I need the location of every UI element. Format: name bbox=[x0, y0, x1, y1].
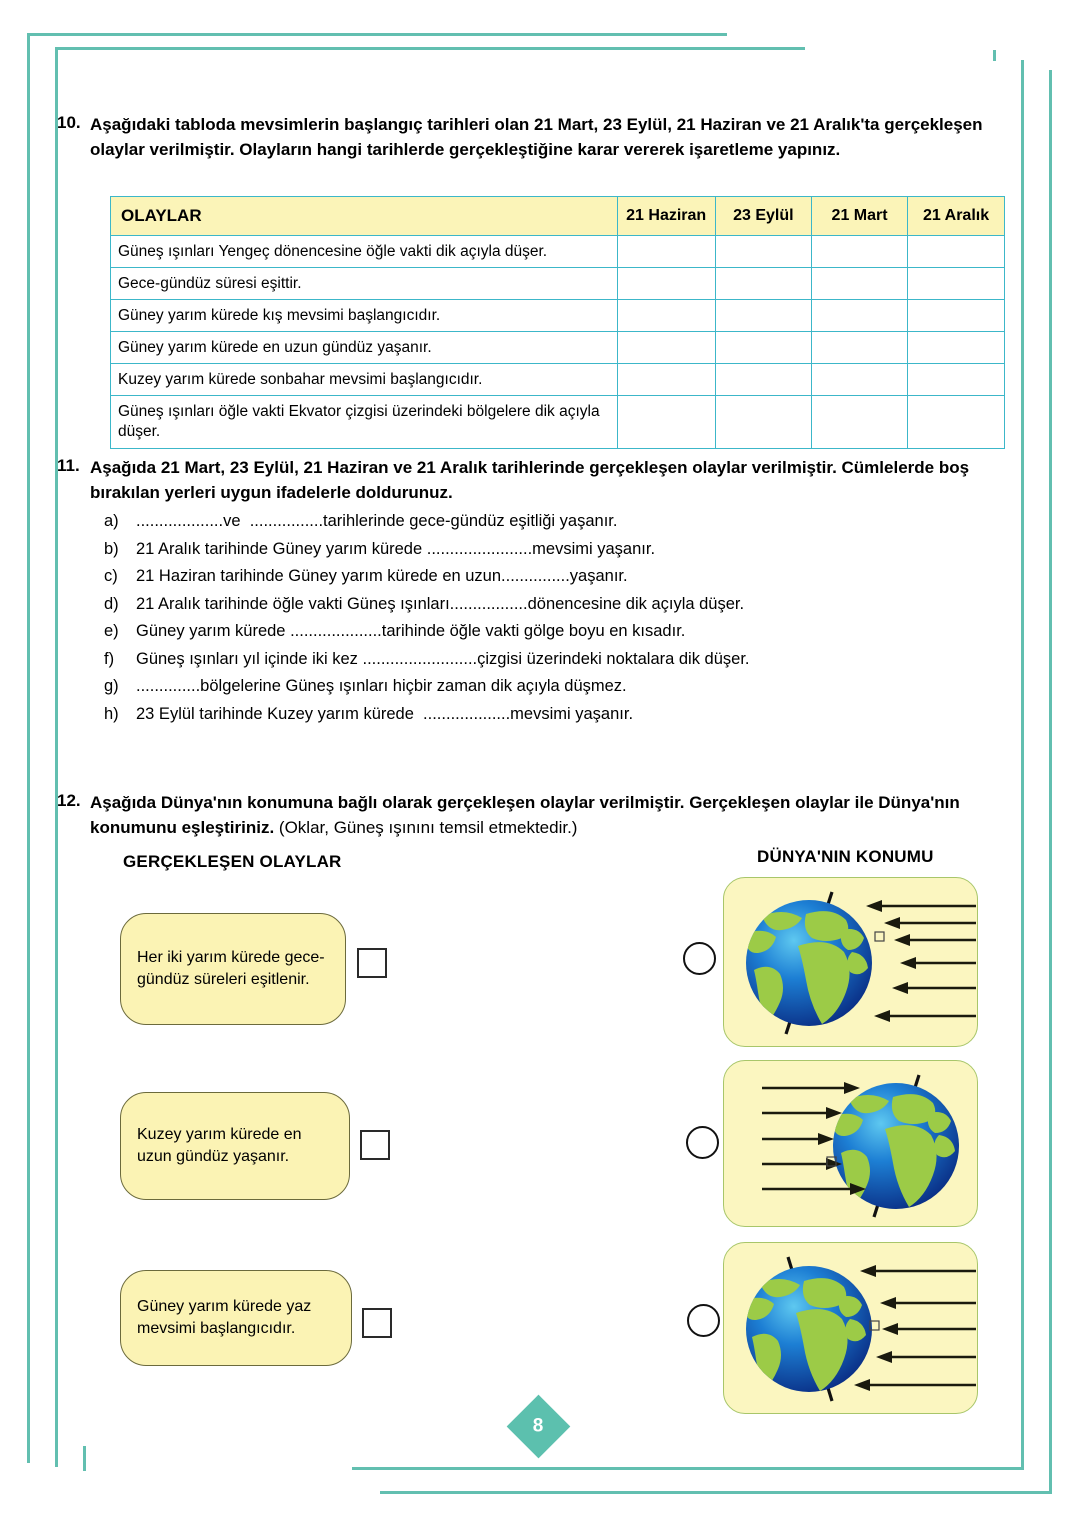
table-cell-mark-21-aralik[interactable] bbox=[908, 268, 1005, 300]
list-item bbox=[104, 596, 750, 624]
table-cell-mark-21-aralik[interactable] bbox=[908, 332, 1005, 364]
table-cell-mark-21-aralik[interactable] bbox=[908, 236, 1005, 268]
question-10 bbox=[57, 113, 1007, 162]
table-cell-mark-23-eylul[interactable] bbox=[715, 396, 811, 449]
list-item bbox=[104, 513, 750, 541]
right-angle-marker-1 bbox=[875, 932, 884, 941]
table-cell-mark-23-eylul[interactable] bbox=[715, 364, 811, 396]
table-header-row bbox=[111, 197, 1005, 236]
list-item-text[interactable]: 23 Eylül tarihinde Kuzey yarım kürede ...................mevsimi yaşanır. bbox=[136, 704, 634, 723]
table-cell-mark-21-mart[interactable] bbox=[812, 332, 908, 364]
fill-in-blanks-list bbox=[104, 513, 750, 733]
list-item-letter: h) bbox=[104, 704, 119, 723]
question-10-number: 10. bbox=[57, 113, 81, 132]
table-cell-mark-21-mart[interactable] bbox=[812, 268, 908, 300]
list-item bbox=[104, 651, 750, 679]
earth-diagram-3 bbox=[724, 1243, 978, 1414]
list-item-letter: e) bbox=[104, 622, 119, 640]
earth-position-box-2[interactable] bbox=[723, 1060, 978, 1227]
table-cell-event: Güneş ışınları öğle vakti Ekvator çizgisi üzerindeki bölgelere dik açıyla düşer. bbox=[111, 396, 618, 449]
table-row bbox=[111, 300, 1005, 332]
table-cell-event: Güneş ışınları Yengeç dönencesine öğle vakti dik açıyla düşer. bbox=[111, 236, 618, 268]
list-item bbox=[104, 568, 750, 596]
event-box-1[interactable]: Her iki yarım kürede gece-gündüz süreleri eşitlenir. bbox=[120, 913, 346, 1025]
sun-rays-1 bbox=[866, 900, 976, 1022]
earth-position-box-3[interactable] bbox=[723, 1242, 978, 1414]
earth-position-box-1[interactable] bbox=[723, 877, 978, 1047]
table-row bbox=[111, 396, 1005, 449]
table-header-23-eylul: 23 Eylül bbox=[715, 197, 811, 236]
question-12-number: 12. bbox=[57, 791, 81, 810]
list-item bbox=[104, 678, 750, 706]
question-12-text-bold: Aşağıda Dünya'nın konumuna bağlı olarak gerçekleşen olaylar verilmiştir. Gerçekleşen olaylar ile Dünya'nın konumunu eşleştiriniz. bbox=[90, 793, 960, 837]
table-cell-mark-23-eylul[interactable] bbox=[715, 268, 811, 300]
table-cell-event: Güney yarım kürede kış mevsimi başlangıcıdır. bbox=[111, 300, 618, 332]
list-item-letter: g) bbox=[104, 677, 119, 695]
table-cell-mark-21-haziran[interactable] bbox=[617, 396, 715, 449]
event-box-3[interactable]: Güney yarım kürede yaz mevsimi başlangıcıdır. bbox=[120, 1270, 352, 1366]
checkbox-event-3[interactable] bbox=[362, 1308, 392, 1338]
question-12 bbox=[57, 791, 1022, 840]
list-item-text[interactable]: 21 Haziran tarihinde Güney yarım kürede en uzun...............yaşanır. bbox=[136, 567, 628, 585]
list-item-letter: a) bbox=[104, 512, 119, 530]
question-11 bbox=[57, 456, 1017, 505]
list-item-letter: c) bbox=[104, 567, 118, 585]
list-item-letter: d) bbox=[104, 594, 119, 613]
match-circle-2[interactable] bbox=[686, 1126, 719, 1159]
table-cell-mark-21-haziran[interactable] bbox=[617, 268, 715, 300]
list-item-text[interactable]: 21 Aralık tarihinde öğle vakti Güneş ışınları.................dönencesine dik açıyla düşer. bbox=[136, 594, 745, 613]
event-box-2[interactable]: Kuzey yarım kürede en uzun gündüz yaşanır. bbox=[120, 1092, 350, 1200]
question-10-text: Aşağıdaki tabloda mevsimlerin başlangıç tarihleri olan 21 Mart, 23 Eylül, 21 Haziran ve 21 Aralık'ta gerçekleşen olaylar verilmiştir. Olayların hangi tarihlerde gerçekleştiğine karar vererek işaretleme yapınız. bbox=[90, 115, 983, 159]
list-item-text[interactable]: Güneş ışınları yıl içinde iki kez .........................çizgisi üzerindeki noktalara dik düşer. bbox=[136, 649, 750, 668]
right-column-heading: DÜNYA'NIN KONUMU bbox=[757, 847, 934, 866]
table-cell-mark-21-aralik[interactable] bbox=[908, 396, 1005, 449]
list-item-letter: f) bbox=[104, 649, 115, 668]
checkbox-event-1[interactable] bbox=[357, 948, 387, 978]
question-11-number: 11. bbox=[57, 456, 80, 475]
table-row bbox=[111, 364, 1005, 396]
left-column-heading: GERÇEKLEŞEN OLAYLAR bbox=[123, 852, 342, 871]
table-row bbox=[111, 332, 1005, 364]
seasons-table bbox=[110, 196, 1005, 449]
table-row bbox=[111, 268, 1005, 300]
table-cell-mark-21-aralik[interactable] bbox=[908, 300, 1005, 332]
table-cell-mark-21-haziran[interactable] bbox=[617, 236, 715, 268]
list-item-text[interactable]: Güney yarım kürede ....................tarihinde öğle vakti gölge boyu en kısadır. bbox=[136, 622, 686, 640]
earth-diagram-1 bbox=[724, 878, 978, 1047]
question-12-text-note: (Oklar, Güneş ışınını temsil etmektedir.) bbox=[274, 817, 578, 837]
table-cell-mark-21-mart[interactable] bbox=[812, 364, 908, 396]
table-cell-mark-23-eylul[interactable] bbox=[715, 332, 811, 364]
list-item-letter: b) bbox=[104, 539, 119, 558]
table-cell-mark-23-eylul[interactable] bbox=[715, 236, 811, 268]
match-circle-1[interactable] bbox=[683, 942, 716, 975]
question-11-text: Aşağıda 21 Mart, 23 Eylül, 21 Haziran ve 21 Aralık tarihlerinde gerçekleşen olaylar verilmiştir. Cümlelerde boş bırakılan yerleri uygun ifadelerle doldurunuz. bbox=[90, 458, 970, 502]
table-cell-mark-21-haziran[interactable] bbox=[617, 364, 715, 396]
list-item bbox=[104, 706, 750, 734]
checkbox-event-2[interactable] bbox=[360, 1130, 390, 1160]
list-item bbox=[104, 541, 750, 569]
table-cell-event: Gece-gündüz süresi eşittir. bbox=[111, 268, 618, 300]
question-12-text bbox=[90, 791, 1022, 840]
table-cell-mark-21-mart[interactable] bbox=[812, 300, 908, 332]
list-item bbox=[104, 623, 750, 651]
table-cell-mark-21-haziran[interactable] bbox=[617, 332, 715, 364]
table-header-21-haziran: 21 Haziran bbox=[617, 197, 715, 236]
table-header-21-aralik: 21 Aralık bbox=[908, 197, 1005, 236]
earth-diagram-2 bbox=[724, 1061, 978, 1227]
table-header-events: OLAYLAR bbox=[111, 197, 618, 236]
table-cell-mark-21-aralik[interactable] bbox=[908, 364, 1005, 396]
list-item-text[interactable]: 21 Aralık tarihinde Güney yarım kürede .......................mevsimi yaşanır. bbox=[136, 539, 656, 558]
table-cell-mark-21-mart[interactable] bbox=[812, 236, 908, 268]
table-cell-mark-23-eylul[interactable] bbox=[715, 300, 811, 332]
sun-rays-3 bbox=[854, 1265, 976, 1391]
table-cell-event: Güney yarım kürede en uzun gündüz yaşanır. bbox=[111, 332, 618, 364]
match-circle-3[interactable] bbox=[687, 1304, 720, 1337]
list-item-text[interactable]: ..............bölgelerine Güneş ışınları hiçbir zaman dik açıyla düşmez. bbox=[136, 677, 627, 695]
table-cell-mark-21-haziran[interactable] bbox=[617, 300, 715, 332]
table-row bbox=[111, 236, 1005, 268]
list-item-text[interactable]: ...................ve ................tarihlerinde gece-gündüz eşitliği yaşanır. bbox=[136, 512, 618, 530]
table-cell-mark-21-mart[interactable] bbox=[812, 396, 908, 449]
page-number: 8 bbox=[533, 1415, 544, 1437]
table-header-21-mart: 21 Mart bbox=[812, 197, 908, 236]
table-cell-event: Kuzey yarım kürede sonbahar mevsimi başlangıcıdır. bbox=[111, 364, 618, 396]
